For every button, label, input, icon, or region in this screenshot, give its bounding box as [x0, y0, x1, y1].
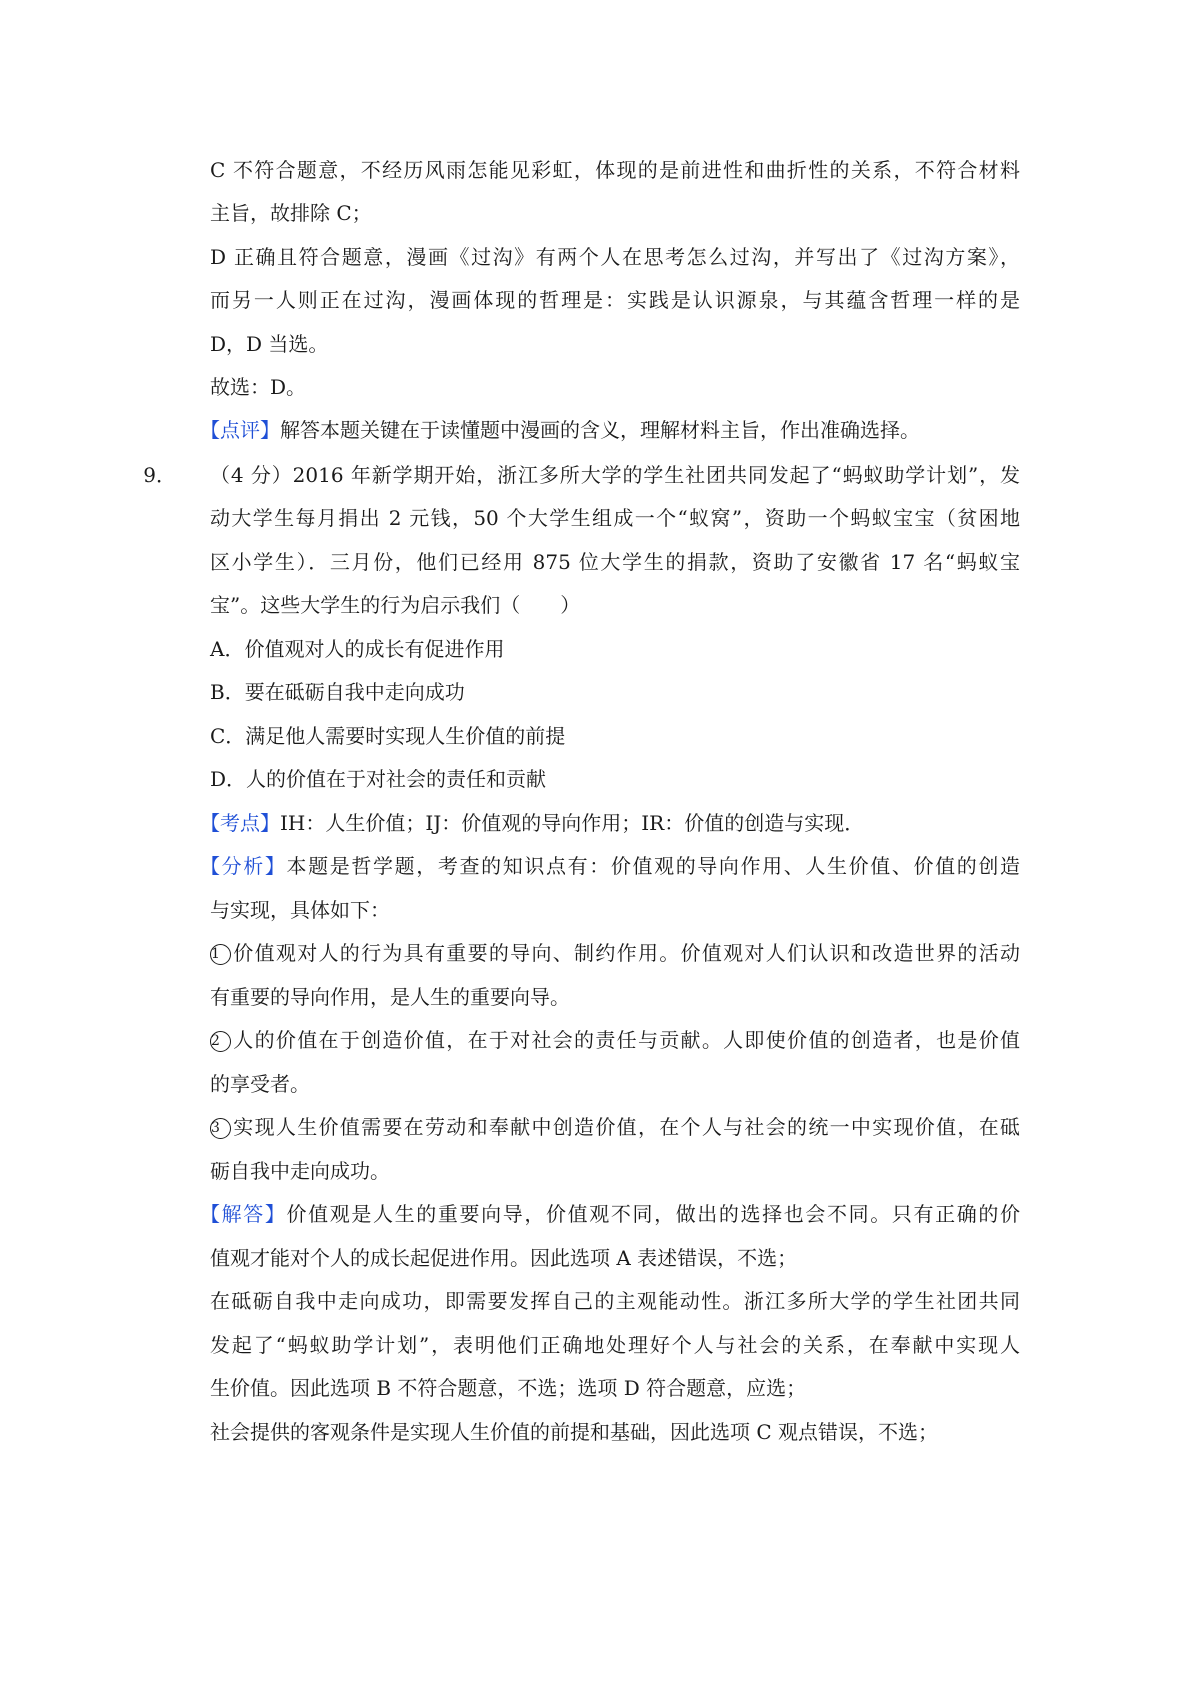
- kaodian-tag: 【考点】: [200, 811, 280, 835]
- point-1-line-2: 有重要的导向作用，是人生的重要向导。: [210, 985, 570, 1009]
- jieda-line-4: 发起了“蚂蚁助学计划”，表明他们正确地处理好个人与社会的关系，在奉献中实现人: [210, 1333, 1020, 1357]
- jieda-text: 价值观是人生的重要向导，价值观不同，做出的选择也会不同。只有正确的价: [286, 1202, 1021, 1226]
- point-1-text: 价值观对人的行为具有重要的导向、制约作用。价值观对人们认识和改造世界的活动: [232, 941, 1020, 965]
- question-9-stem-line-1: [0, 460, 1020, 490]
- point-3-text: 实现人生价值需要在劳动和奉献中创造价值，在个人与社会的统一中实现价值，在砥: [232, 1115, 1020, 1139]
- fenxi-line-1: [200, 851, 1020, 881]
- question-9-stem-line-4: 宝”。这些大学生的行为启示我们（ ）: [210, 593, 581, 617]
- jieda-tag: 【解答】: [200, 1202, 287, 1226]
- analysis-d-line-1: D 正确且符合题意，漫画《过沟》有两个人在思考怎么过沟，并写出了《过沟方案》，: [210, 245, 1020, 269]
- comment-tag: 【点评】: [200, 418, 280, 442]
- analysis-d-line-2: 而另一人则正在过沟，漫画体现的哲理是：实践是认识源泉，与其蕴含哲理一样的是: [210, 288, 1020, 312]
- option-a: A．价值观对人的成长有促进作用: [210, 637, 505, 661]
- point-3-line-2: 砺自我中走向成功。: [210, 1159, 390, 1183]
- jieda-line-1: [200, 1199, 1020, 1229]
- circled-number-3: 3: [210, 1118, 231, 1139]
- analysis-d-line-3: D，D 当选。: [210, 332, 329, 356]
- point-3-line-1: [210, 1112, 1020, 1142]
- jieda-line-5: 生价值。因此选项 B 不符合题意，不选；选项 D 符合题意，应选；: [210, 1376, 807, 1400]
- kaodian-text: IH：人生价值；IJ：价值观的导向作用；IR：价值的创造与实现．: [280, 811, 865, 835]
- kaodian-line: [200, 808, 1010, 838]
- jieda-line-6: 社会提供的客观条件是实现人生价值的前提和基础，因此选项 C 观点错误，不选；: [210, 1420, 939, 1444]
- circled-number-2: 2: [210, 1031, 231, 1052]
- option-b: B．要在砥砺自我中走向成功: [210, 680, 465, 704]
- jieda-line-2: 值观才能对个人的成长起促进作用。因此选项 A 表述错误，不选；: [210, 1246, 798, 1270]
- conclusion-line: 故选：D。: [210, 375, 307, 399]
- circled-number-1: 1: [210, 944, 231, 965]
- comment-text: 解答本题关键在于读懂题中漫画的含义，理解材料主旨，作出准确选择。: [280, 418, 920, 442]
- question-9-stem-line-2: 动大学生每月捐出 2 元钱，50 个大学生组成一个“蚁窝”，资助一个蚂蚁宝宝（贫困地: [210, 506, 1020, 530]
- point-1-line-1: [210, 938, 1020, 968]
- comment-line: [200, 415, 1010, 445]
- question-9-stem-line-3: 区小学生）．三月份，他们已经用 875 位大学生的捐款，资助了安徽省 17 名“蚂蚁宝: [210, 550, 1020, 574]
- analysis-c-line-2: 主旨，故排除 C；: [210, 201, 372, 225]
- fenxi-tag: 【分析】: [200, 854, 287, 878]
- question-number: 9．: [143, 463, 176, 487]
- jieda-line-3: 在砥砺自我中走向成功，即需要发挥自己的主观能动性。浙江多所大学的学生社团共同: [210, 1289, 1020, 1313]
- fenxi-line-2: 与实现，具体如下：: [210, 898, 390, 922]
- fenxi-text: 本题是哲学题，考查的知识点有：价值观的导向作用、人生价值、价值的创造: [286, 854, 1021, 878]
- option-c: C．满足他人需要时实现人生价值的前提: [210, 724, 566, 748]
- question-9-stem-text-1: （4 分）2016 年新学期开始，浙江多所大学的学生社团共同发起了“蚂蚁助学计划”，发: [210, 463, 1020, 487]
- point-2-line-2: 的享受者。: [210, 1072, 310, 1096]
- option-d: D．人的价值在于对社会的责任和贡献: [210, 767, 547, 791]
- point-2-text: 人的价值在于创造价值，在于对社会的责任与贡献。人即使价值的创造者，也是价值: [232, 1028, 1020, 1052]
- analysis-c-line-1: C 不符合题意，不经历风雨怎能见彩虹，体现的是前进性和曲折性的关系，不符合材料: [210, 158, 1020, 182]
- point-2-line-1: [210, 1025, 1020, 1055]
